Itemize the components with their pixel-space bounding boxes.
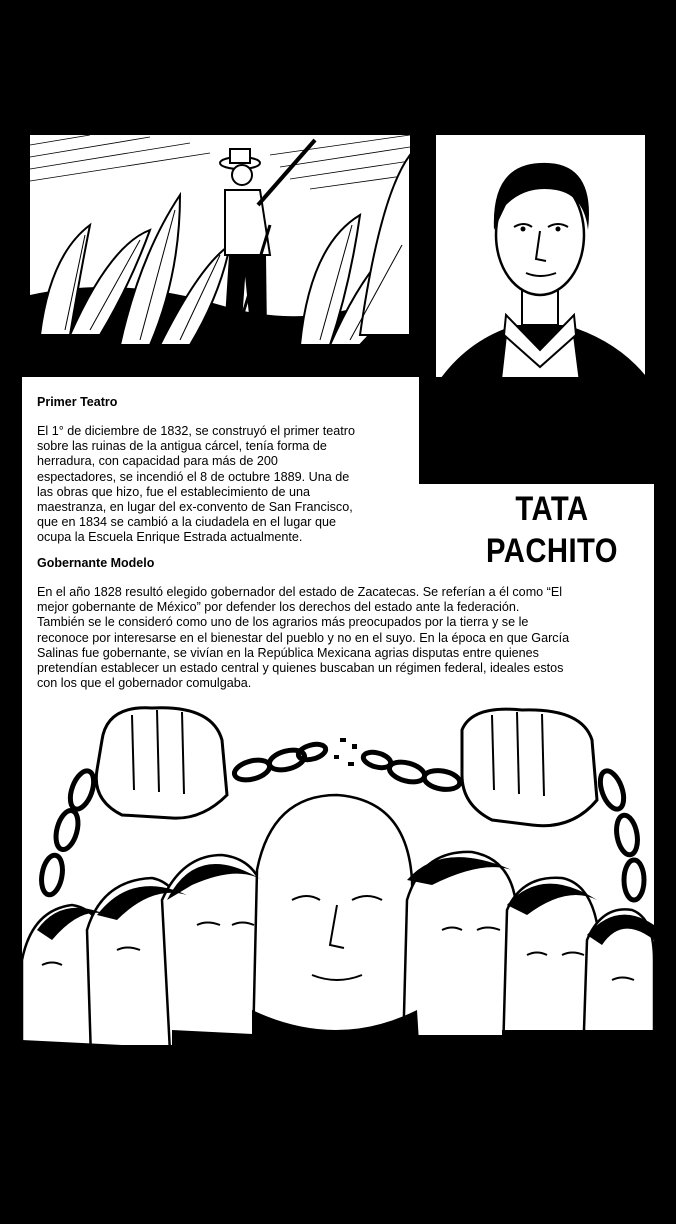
section-heading-primer-teatro: Primer Teatro [37, 395, 118, 409]
section-heading-gobernante-modelo: Gobernante Modelo [37, 556, 155, 570]
farmer-field-illustration [30, 135, 410, 363]
panel-cutout [419, 377, 654, 484]
section-text-gobernante-modelo: En el año 1828 resultó elegido gobernador del estado de Zacatecas. Se referían a él como “El mejor gobernante de México” por defender los derechos del estado ante la federación. También se le consideró como uno de los agrarios más preocupados por la tierra y se le reconoce por interesarse en el bienestar del pueblo y no en el suyo. En la época en que García Salinas fue gobernante, se vivían en la República Mexicana agrias disputas entre quienes pretendían establecer un estado central y quienes buscaban un régimen federal, ideales estos con los que el gobernador comulgaba. [37, 585, 570, 691]
section-text-primer-teatro: El 1° de diciembre de 1832, se construyó el primer teatro sobre las ruinas de la antigua cárcel, tenía forma de herradura, con capacidad para más de 200 espectadores, se incendió el 8 de octubre 1889. Una de las obras que hizo, fue el establecimiento de una maestranza, en lugar del ex-convento de San Francisco, que en 1834 se cambió a la ciudadela en el lugar que ocupa la Escuela Enrique Estrada actualmente. [37, 424, 355, 545]
heroes-broken-chains-illustration [22, 700, 654, 1090]
page-title: TATA PACHITO [486, 490, 618, 570]
